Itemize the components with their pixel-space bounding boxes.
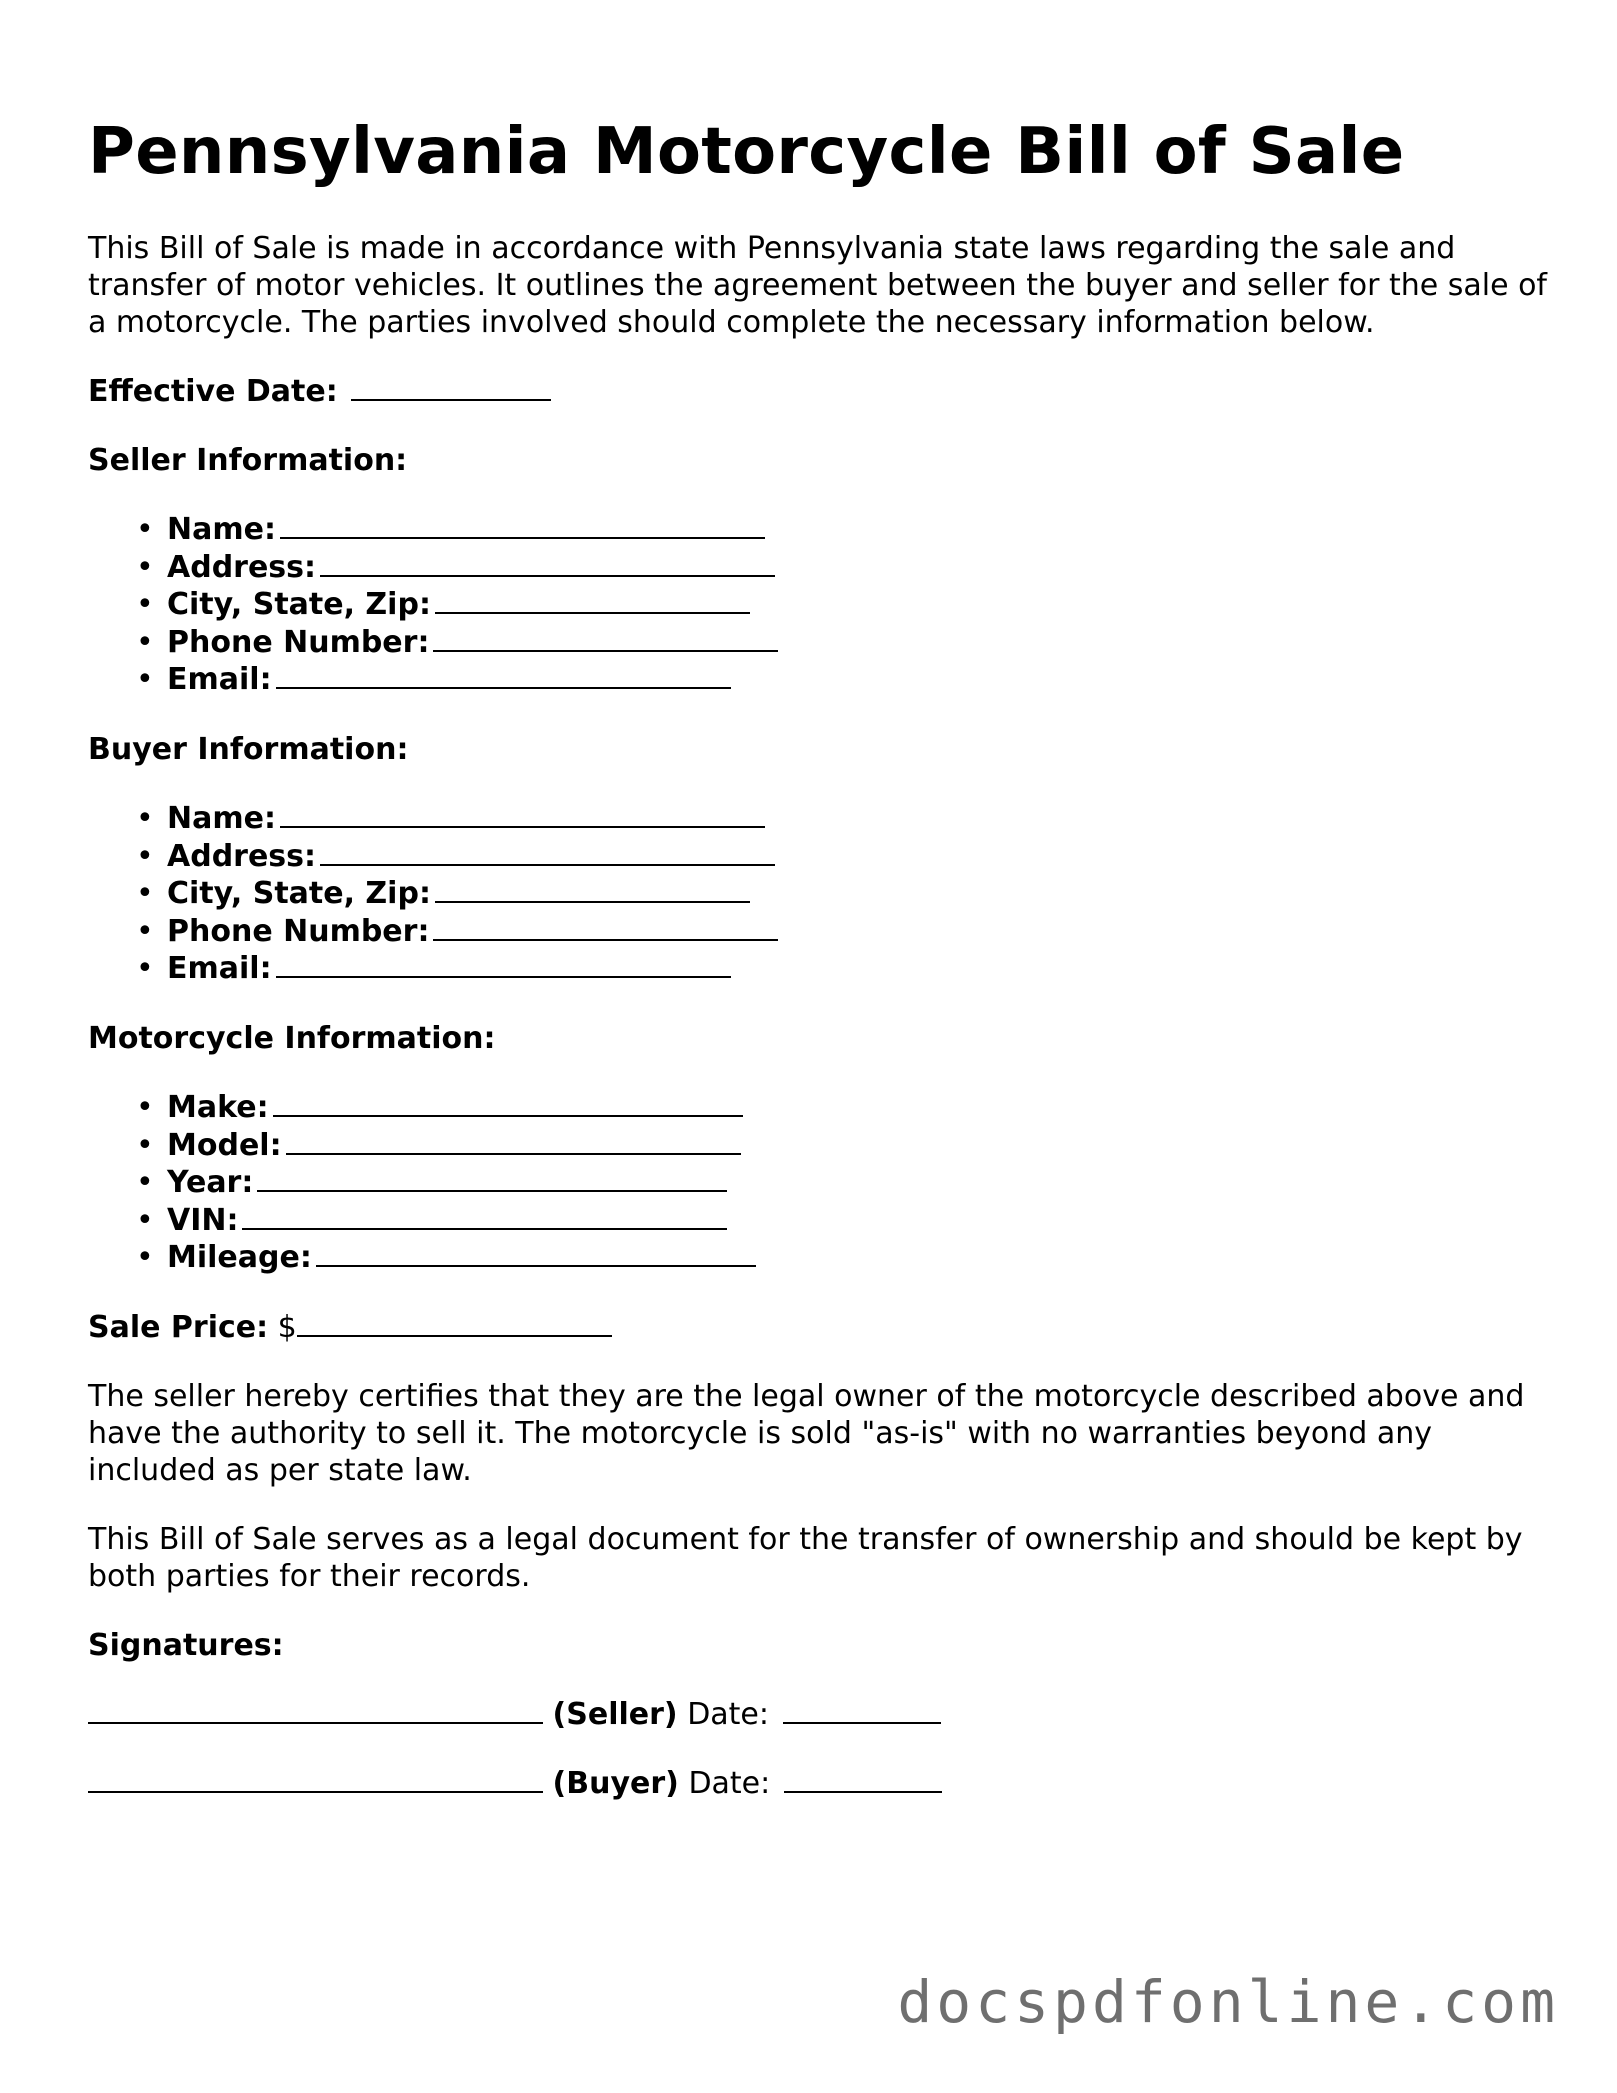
- seller-address-item: • Address:: [88, 549, 1548, 587]
- buyer-email-item: • Email:: [88, 950, 1548, 988]
- bullet-icon: •: [136, 838, 154, 874]
- seller-signature-blank[interactable]: [88, 1696, 543, 1724]
- year-item: • Year:: [88, 1164, 1548, 1202]
- bill-of-sale-document: [88, 112, 1548, 1834]
- buyer-phone-blank[interactable]: [433, 913, 778, 941]
- seller-city-blank[interactable]: [435, 586, 750, 614]
- bullet-icon: •: [136, 800, 154, 836]
- model-item: • Model:: [88, 1127, 1548, 1165]
- certification-paragraph: The seller hereby certifies that they are the legal owner of the motorcycle described above and have the authority to sell it. The motorcycle is sold "as-is" with no warranties beyond any included as per state law.: [88, 1378, 1525, 1488]
- buyer-city-item: • City, State, Zip:: [88, 875, 1548, 913]
- sale-price-line: [88, 1309, 1548, 1346]
- bullet-icon: •: [136, 951, 154, 987]
- seller-email-blank[interactable]: [276, 661, 731, 689]
- seller-date-label: Date:: [687, 1696, 769, 1732]
- bullet-icon: •: [136, 549, 154, 585]
- signatures-heading: Signatures:: [88, 1627, 284, 1663]
- make-item: • Make:: [88, 1089, 1548, 1127]
- bullet-icon: •: [136, 1202, 154, 1238]
- seller-fields: [88, 511, 1548, 699]
- buyer-email-blank[interactable]: [276, 950, 731, 978]
- motorcycle-fields: [88, 1089, 1548, 1277]
- seller-date-blank[interactable]: [783, 1696, 941, 1724]
- seller-city-item: • City, State, Zip:: [88, 586, 1548, 624]
- buyer-name-item: • Name:: [88, 800, 1548, 838]
- seller-phone-blank[interactable]: [433, 624, 778, 652]
- legal-note-paragraph: This Bill of Sale serves as a legal document for the transfer of ownership and should be kept by both parties for their records.: [88, 1521, 1523, 1594]
- effective-date-line: [88, 373, 1548, 410]
- bullet-icon: •: [136, 1165, 154, 1201]
- buyer-signature-label: (Buyer): [552, 1765, 679, 1801]
- seller-signature-label: (Seller): [552, 1696, 678, 1732]
- vin-blank[interactable]: [242, 1202, 727, 1230]
- buyer-address-blank[interactable]: [320, 838, 775, 866]
- buyer-fields: [88, 800, 1548, 988]
- mileage-blank[interactable]: [316, 1239, 756, 1267]
- seller-heading: Seller Information:: [88, 443, 408, 478]
- seller-signature-line: [88, 1696, 1548, 1733]
- sale-price-label: Sale Price:: [88, 1309, 269, 1345]
- mileage-item: • Mileage:: [88, 1239, 1548, 1277]
- make-blank[interactable]: [273, 1089, 743, 1117]
- vin-item: • VIN:: [88, 1202, 1548, 1240]
- model-blank[interactable]: [286, 1127, 741, 1155]
- buyer-city-blank[interactable]: [435, 875, 750, 903]
- bullet-icon: •: [136, 662, 154, 698]
- currency-symbol: $: [277, 1309, 297, 1345]
- buyer-heading: Buyer Information:: [88, 731, 409, 767]
- seller-email-item: • Email:: [88, 661, 1548, 699]
- effective-date-label: Effective Date:: [88, 374, 338, 409]
- seller-name-item: • Name:: [88, 511, 1548, 549]
- bullet-icon: •: [136, 512, 154, 547]
- bullet-icon: •: [136, 913, 154, 949]
- buyer-phone-item: • Phone Number:: [88, 913, 1548, 951]
- buyer-date-blank[interactable]: [784, 1765, 942, 1793]
- page-title: Pennsylvania Motorcycle Bill of Sale: [88, 115, 1405, 189]
- bullet-icon: •: [136, 1089, 154, 1125]
- buyer-date-label: Date:: [688, 1765, 771, 1801]
- watermark-text: docspdfonline.com: [897, 1968, 1559, 2036]
- buyer-name-blank[interactable]: [280, 800, 765, 828]
- buyer-address-item: • Address:: [88, 838, 1548, 876]
- bullet-icon: •: [136, 624, 154, 660]
- effective-date-blank[interactable]: [351, 373, 551, 401]
- buyer-signature-blank[interactable]: [88, 1765, 543, 1793]
- seller-phone-item: • Phone Number:: [88, 624, 1548, 662]
- bullet-icon: •: [136, 587, 154, 623]
- bullet-icon: •: [136, 876, 154, 912]
- buyer-signature-line: [88, 1765, 1548, 1802]
- seller-name-blank[interactable]: [280, 511, 765, 539]
- bullet-icon: •: [136, 1127, 154, 1163]
- sale-price-blank[interactable]: [297, 1309, 612, 1337]
- motorcycle-heading: Motorcycle Information:: [88, 1020, 496, 1056]
- year-blank[interactable]: [257, 1164, 727, 1192]
- seller-address-blank[interactable]: [320, 549, 775, 577]
- bullet-icon: •: [136, 1240, 154, 1276]
- intro-paragraph: This Bill of Sale is made in accordance with Pennsylvania state laws regarding the sale and transfer of motor vehicles. It outlines the agreement between the buyer and seller for the sale of a motorcycle. The parties involved should complete the necessary information below.: [88, 231, 1547, 340]
